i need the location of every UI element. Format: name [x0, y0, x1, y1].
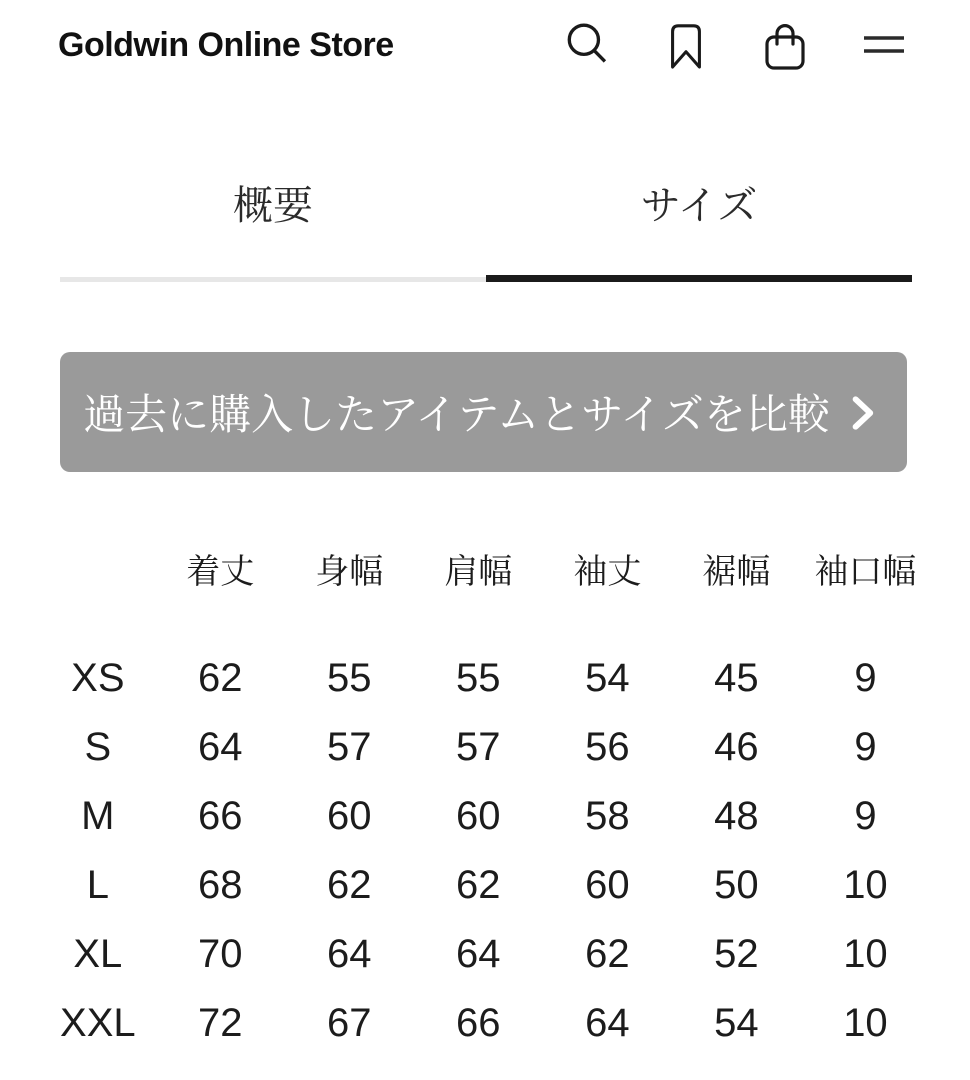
size-label: XXL: [60, 1001, 136, 1045]
col-header-body-length: 着丈: [186, 552, 255, 591]
bookmark-icon[interactable]: [660, 17, 712, 73]
value-cuff: 10: [843, 863, 888, 907]
tab-size[interactable]: サイズ: [640, 184, 758, 228]
value-hem: 54: [714, 1001, 759, 1045]
product-detail-tabs: [60, 174, 912, 282]
value-body-width: 57: [327, 725, 372, 769]
value-body-width: 60: [327, 794, 372, 838]
compare-past-purchases-button[interactable]: [60, 352, 907, 472]
size-label: XL: [73, 932, 123, 976]
col-header-hem: 裾幅: [702, 552, 771, 591]
value-hem: 46: [714, 725, 759, 769]
table-header-row: [40, 538, 930, 598]
value-body-width: 64: [327, 932, 372, 976]
value-shoulder: 57: [456, 725, 501, 769]
menu-icon[interactable]: [858, 17, 910, 73]
value-body-length: 70: [197, 932, 243, 976]
value-shoulder: 64: [456, 932, 501, 976]
value-body-length: 66: [197, 794, 243, 838]
value-sleeve: 64: [585, 1001, 630, 1045]
value-body-length: 72: [197, 1001, 243, 1045]
store-logo[interactable]: Goldwin Online Store: [58, 25, 394, 64]
size-chart-table: [40, 538, 930, 1058]
table-row: [40, 920, 930, 989]
shopping-bag-icon[interactable]: [759, 17, 811, 73]
value-body-width: 55: [327, 656, 372, 700]
value-hem: 45: [714, 656, 759, 700]
table-row: [40, 989, 930, 1058]
size-label: XS: [71, 656, 125, 700]
value-hem: 50: [714, 863, 759, 907]
compare-button-label: 過去に購入したアイテムとサイズを比較: [83, 391, 830, 438]
col-header-cuff: 袖口幅: [814, 552, 917, 591]
value-shoulder: 55: [456, 656, 501, 700]
value-shoulder: 60: [456, 794, 501, 838]
table-row: [40, 713, 930, 782]
app-header: [0, 0, 970, 76]
tab-underline-active: [486, 275, 912, 282]
value-hem: 52: [714, 932, 759, 976]
value-cuff: 10: [843, 1001, 888, 1045]
value-body-width: 62: [327, 863, 372, 907]
chevron-right-icon: [840, 389, 884, 437]
value-shoulder: 66: [456, 1001, 501, 1045]
size-label: S: [84, 725, 112, 769]
size-label: M: [81, 794, 115, 838]
search-icon[interactable]: [561, 17, 613, 73]
value-cuff: 10: [843, 932, 888, 976]
value-cuff: 9: [854, 725, 877, 769]
value-body-width: 67: [327, 1001, 372, 1045]
col-header-shoulder: 肩幅: [444, 552, 513, 591]
value-sleeve: 60: [585, 863, 630, 907]
value-shoulder: 62: [456, 863, 501, 907]
col-header-body-width: 身幅: [315, 552, 384, 591]
value-body-length: 62: [197, 656, 243, 700]
table-row: [40, 851, 930, 920]
size-label: L: [86, 863, 109, 907]
tab-underline: [60, 275, 912, 282]
value-cuff: 9: [854, 794, 877, 838]
table-row: [40, 782, 930, 851]
value-body-length: 64: [197, 725, 243, 769]
tab-overview[interactable]: 概要: [233, 184, 313, 228]
value-sleeve: 56: [585, 725, 630, 769]
table-row: [40, 644, 930, 713]
tab-underline-inactive: [60, 277, 486, 282]
value-sleeve: 58: [585, 794, 630, 838]
value-cuff: 9: [854, 656, 877, 700]
value-body-length: 68: [197, 863, 243, 907]
value-sleeve: 54: [585, 656, 630, 700]
value-hem: 48: [714, 794, 759, 838]
value-sleeve: 62: [585, 932, 630, 976]
col-header-sleeve: 袖丈: [573, 552, 642, 591]
header-icon-group: [561, 17, 910, 73]
